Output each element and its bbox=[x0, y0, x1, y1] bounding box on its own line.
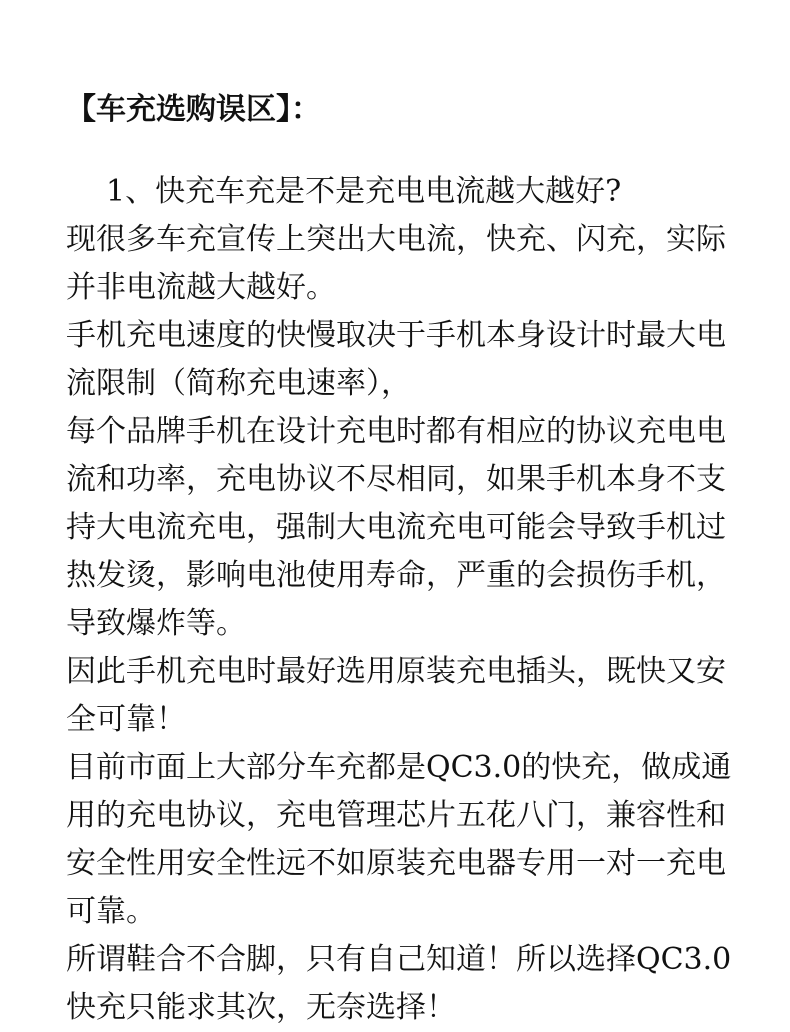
paragraph-intro: 现很多车充宣传上突出大电流，快充、闪充，实际并非电流越大越好。 bbox=[66, 222, 726, 305]
paragraph-conclusion: 所谓鞋合不合脚，只有自己知道！所以选择QC3.0快充只能求其次，无奈选择！ bbox=[66, 942, 732, 1025]
paragraph-advice: 因此手机充电时最好选用原装充电插头，既快又安全可靠！ bbox=[66, 654, 726, 737]
document-body bbox=[66, 85, 736, 1032]
paragraph-market: 目前市面上大部分车充都是QC3.0的快充，做成通用的充电协议，充电管理芯片五花八门，兼容性和安全性用安全性远不如原装充电器专用一对一充电可靠。 bbox=[66, 750, 732, 929]
paragraph-speed: 手机充电速度的快慢取决于手机本身设计时最大电流限制（简称充电速率）， bbox=[66, 318, 726, 401]
paragraph-protocol: 每个品牌手机在设计充电时都有相应的协议充电电流和功率，充电协议不尽相同，如果手机本身不支持大电流充电，强制大电流充电可能会导致手机过热发烫，影响电池使用寿命，严重的会损伤手机，导致爆炸等。 bbox=[66, 414, 726, 641]
section-heading: 【车充选购误区】： bbox=[66, 92, 321, 127]
question-item: 1、快充车充是不是充电电流越大越好? bbox=[106, 174, 622, 209]
